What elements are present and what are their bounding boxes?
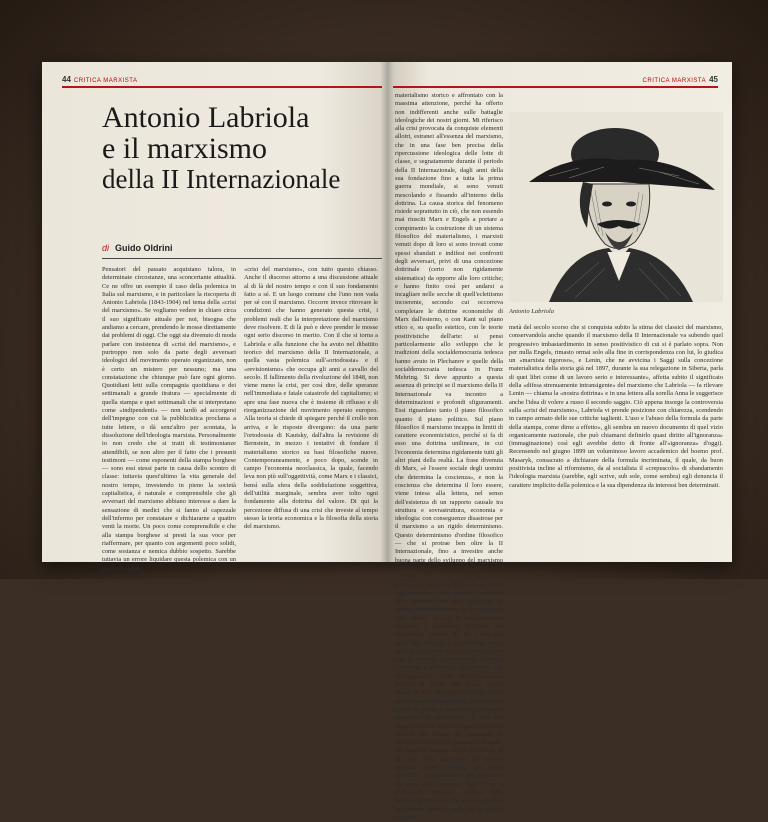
byline-rule [102,258,382,259]
title-line-3: della II Internazionale [102,164,341,194]
right-col2-text: metà del secolo scorso che si conquista subito la stima dei classici del marxismo, conservandola anche quando il marxismo della II Internazionale va subendo quel progressivo imbastardimento in senso positivistico di cui si è parlato sopra. Non per nulla Engels, rimasto ormai solo alla fine in corrispondenza con lui, lo giudica un «marxista rigoroso», e Lenin, che ne avvicina i Saggi sulla concezione materialistica della storia già nel 1897, durante la sua relegazione in Siberia, parla di quei libri come di un lavoro serio e interessante», affetta subito il significato della «difesa strenuamente intransigente» del marxismo che Labriola — fa rilevare Lenin — chiama la «nostra dottrina» e in una lettera alla sorella Anna le suggerisce anche l'idea di volere a russo il secondo saggio. Ciò appena insorge la controversia sulla «crisi del marxismo», Labriola vi prende posizione con chiarezza, scendendo in campo armato delle sue critiche taglienti. L'uso e l'abuso della formula da parte della stampa, come dirne a effetto», gli sembra un nuovo documento di quel vizio organicamente nazionale, che può chiamarsi definirlo quasi diritto all'ignoranza» (immaginazione) così egli avrebbe detto di fronte all'«ignoranza» d'oggi). Recensendo nel giugno 1899 un voluminoso lavoro accademico del boemo prof. Masaryk, consacrato a dichiarare della formula incriminata, il quale, da buon positivista incline al riformismo, da al socialista il «crepuscolo» di sbandamento l'ideologia marxista (sarebbe, egli scrive, sub sole, come sembra) egli denuncia il carattere implicito della polemica e la sua dipendenza da interessi ben determinati. [509,324,723,489]
spine-gutter [380,62,394,562]
portrait-illustration [509,112,723,302]
right-column-1 [395,92,503,821]
title-line-2: e il marxismo [102,132,267,165]
right-header-brand: CRITICA MARXISTA [642,78,707,84]
left-column-1 [102,266,236,572]
author-name: Guido Oldrini [115,243,173,253]
author-prefix: di [102,243,110,253]
left-running-head [62,75,137,84]
portrait-caption: Antonio Labriola [509,308,554,315]
right-column-2 [509,324,723,556]
left-col1-text: Pensatori del passato acquistano talora, in determinate circostanze, una sconcertante attualità. Ce ne offre un esempio il caso della polemica in Italia sul marxismo, e in particolare la riscoperta di Antonio Labriola (1843-1904) nel tema della «crisi del marxismo». Se vogliamo vedere in chiaro circa il suo significato attuale per noi, bisogna che andiamo a cercare, prendendo le mosse direttamente dai problemi di oggi. Che oggi sia divenuto di moda parlare con insistenza di «crisi del marxismo», e purtroppo non solo da parte degli avversari ideologici del movimento operaio organizzato, non è certo un mistero per nessuno; ma una constatazione che chiunque può fare ogni giorno. Quotidiani letti sulla compagnia quotidiana e dei settimanali a grande tiratura — specialmente di quella stampa e quei settimanali che si interpretano come «indipendenti» — non tardò ad accorgersi dell'impegno con cui la pubblicistica proclama a tutte lettere, o dà senz'altro per scontata, la dissoluzione dell'ideologia marxista. Personalmente io non credo che si tratti di testimonianze attendibili, se non altro per il fatto che i presunti testimoni — come esponenti della stampa borghese — sono essi stessi parte in causa dello scontro di classe: tuttavia quest'ultimo la vita generale del nostro tempo, investendo in pieno la società capitalistica, è naturale e comprensibile che gli avversari del marxismo abbiano interesse a dare la sensazione di medici che si fanno al capezzale dell'infermo per constatare e dichiararne a quattro venti la morte. Un poco come comprensibile e che alla stampa borghese si presti la sua voce per riaffermare, per quanto con argomenti poco solidi, come sostanza e nemica dubbio sospetto. Sarebbe tuttavia un errore liquidare questa polemica con un alzata di spalle. [102,266,236,572]
left-header-rule [62,86,382,88]
right-page [387,62,732,821]
right-page-number: 45 [709,75,718,84]
left-page-number: 44 [62,75,71,84]
right-header-rule [393,86,718,88]
byline [102,243,173,253]
left-column-2 [244,266,378,556]
article-title [102,102,382,195]
title-line-1: Antonio Labriola [102,101,310,134]
left-page [42,62,387,572]
magazine-spread [42,62,732,821]
left-col2-text: «crisi del marxismo», con tutto questo chiasso. Anche il discorso attorno a una discussione attuale al di là del nostro tempo e con il suo fondamento fatto a sé. E un luogo comune che l'uno non vada per sé con il marxismo. Occorre invece ritrovare le condizioni che hanno generato questa crisi, i problemi reali che la interpretazione del marxismo deve risolvere. E di là può e deve prender le mosse ogni serio discorso in merito. Con il che si torna a Labriola e alla funzione che ha avuto nel dibattito teorico del marxismo della II Internazionale, a quella vasta polemica sull'«ortodossia» e il «revisionismo» che occupa gli anni a cavallo del secolo. Il fallimento della rivoluzione del 1848, non viene meno la crisi, per così dire, delle speranze nell'immediata e fatale catastrofe del capitalismo; si apre una fase nuova che è insieme di riflusso e di riorganizzazione del movimento operaio europeo. Alla teoria si chiede di spiegare perché il crollo non arriva, e le risposte divergono: da una parte l'ortodossia di Kautsky, dall'altra la revisione di Bernstein, in mezzo i tentativi di fondare il materialismo storico su basi filosofiche nuove. Contemporaneamente, e poco dopo, scende in campo l'economia neoclassica, la quale, facendo leva non più sull'oggettività, come Marx e i classici, bensì sulla sfera della soddisfazione soggettiva, dell'utilità marginale, sembra aver tolto ogni fondamento alla dottrina del valore. Di qui la percezione diffusa di una crisi che investe al tempo stesso la teoria economica e la filosofia della storia del marxismo. [244,266,378,531]
right-col1-text: materialismo storico e affrontato con la massima attenzione, perché ha offerto non indifferenti anche sulle battaglie ideologiche dei nostri giorni. Mi riferisco alla crisi provocata da conquiste elementi allotri, estranei all'essenza del marxismo, che in una fase ben precisa della ripercussione ideologica delle lotte di classe, e segnatamente durante il periodo della II Internazionale, dagli anni della sua fondazione fino a tutta la prima guerra mondiale, si sono venuti mescolando e fissando all'interno della dottrina. La causa storica del fenomeno risiede soprattutto in ciò, che non essendo mai riusciti Marx e Engels a portare a compimento la costruzione di un sistema filosofico del materialismo, i marxisti venuti dopo di loro si sono trovati come spessi sbandati e indifesi nei confronti degli avversari, privi di una concezione dottrinale (certo non rigidamente sistematica) da opporre alle loro critiche; e hanno finito così per andarsi a incagliare nelle secche di quell'eclettismo incoerente, secondo cui occorreva completare le dottrine economiche di Marx dall'esterno, o con Kant sul piano etico e, su quello estetico, con le teorie positivistiche dell'arte: si pensi particolarmente allo sviluppo che le tradizioni della socialdemocrazia tedesca hanno avuto in Plechanov e quelle della socialdemocrazia tedesca in Franz Mehring. Si deve appunto a questa assenza di principi se il marxismo della II Internazionale va incontro a determinazioni e profondi sfiguramenti. Essi riguardano tanto il piano filosofico quanto il piano politico. Sul piano filosofico il marxismo incappa in limiti di carattere economicistico, perché si fa di esso una dottrina unilineare, in cui l'economia determina rigidamente tutti gli altri piani della realtà. La frase divenuta di Marx, «è l'essere sociale degli uomini che determina la coscienza», e non la coscienza che determina il loro essere, viene intesa alla lettera, nel senso dell'esistenza di un rapporto causale tra struttura e sovrastruttura, economia e ideologia: con conseguenze disastrose per il marxismo a un rigido determinismo. Questo determinismo d'ordine filosofico — che si protrae ben oltre la II Internazionale, fino a investire anche buona parte dello sviluppo del marxismo sovietico nel periodo staliniano — si converte poi a sua volta, sul piano politico, in una sorta di fatalismo. Dalla legge necessaria della crescita inevitabile delle contraddizioni del capitalismo si deduce immediatamente la conseguenza che, all'atto in cui le contraddizioni maturano e esplodono, il crollo del capitalismo avverrà da sé. L'impegno sulla lotta ideologica, il problema stesso della preparazione rivoluzionaria passano così in secondo piano rispetto all'attesa. Comincia a diventare chiaramente con l'atteggiamento della socialdemocrazia tedesca di fronte alla prima guerra mondiale, con l'appoggio alle ragioni dei rispettivi governi nazionali, votazioni dei crediti di guerra, e via dicendo. In questa situazione di smarrimento il solo che seppe porsi con serietà e rigore i problemi relativi alla natura del marxismo fu Antonio Labriola: un pensatore il quale, pur restando sempre un po' in sordina, al di sotto della fama che gli sarebbe spettata, seppe chiarire, sul piano filosofico, l'indipendenza del marxismo da ogni altro sistema. Egli è tra i pochissimi pensatori italiani della seconda generazione che si siano aperti a un contatto diretto e reale con la cultura europea. [395,92,503,821]
labriola-portrait [509,112,723,302]
left-header-brand: CRITICA MARXISTA [73,78,138,84]
right-running-head [640,75,718,84]
